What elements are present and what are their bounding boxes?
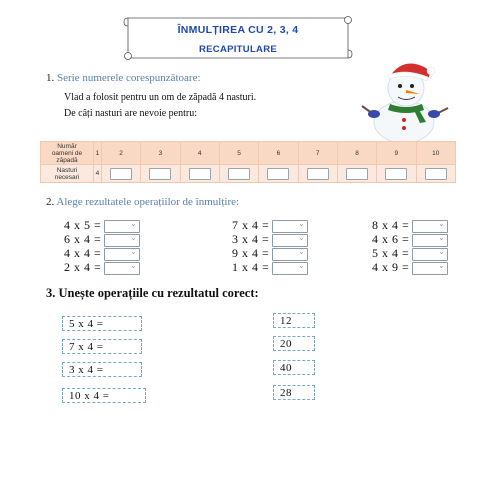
page-title: ÎNMULȚIREA CU 2, 3, 4 [177, 24, 299, 36]
exercise-2-column-1 [64, 218, 140, 274]
answer-cell [298, 165, 337, 183]
answer-cell [180, 165, 219, 183]
equation-row: 3 x 4 =⌄ [232, 232, 308, 246]
answer-cell [337, 165, 376, 183]
exercise-1-line-1: Vlad a folosit pentru un om de zăpadă 4 nasturi. [64, 92, 257, 103]
answer-cell [259, 165, 298, 183]
equation-row: 1 x 4 =⌄ [232, 260, 308, 274]
answer-cell [377, 165, 416, 183]
result-box[interactable]: 40 [273, 360, 315, 375]
title-banner [122, 14, 354, 64]
table-header-cell: 8 [337, 142, 376, 165]
result-box[interactable]: 20 [273, 336, 315, 351]
exercise-3-heading: 3. Unește operațiile cu rezultatul corect: [46, 286, 259, 300]
answer-dropdown[interactable] [104, 262, 140, 275]
answer-cell [141, 165, 180, 183]
exercise-2-heading: 2. Alege rezultatele operațiilor de înmulțire: [46, 196, 240, 208]
equation-row: 4 x 5 =⌄ [64, 218, 140, 232]
equation-row: 8 x 4 =⌄ [372, 218, 448, 232]
equation-row: 6 x 4 =⌄ [64, 232, 140, 246]
table-header-cell: 10 [416, 142, 455, 165]
answer-cell [416, 165, 455, 183]
table-header-cell: 6 [259, 142, 298, 165]
table-header-cell: 5 [219, 142, 258, 165]
result-box[interactable]: 12 [273, 313, 315, 328]
equation-row: 7 x 4 =⌄ [232, 218, 308, 232]
table-value-cell: 4 [94, 165, 102, 183]
equation-row: 4 x 9 =⌄ [372, 260, 448, 274]
answer-cell [219, 165, 258, 183]
operation-box[interactable]: 5 x 4 = [62, 316, 142, 331]
answer-box[interactable] [346, 168, 368, 180]
buttons-table [40, 141, 456, 183]
table-row-snowmen [41, 142, 456, 165]
answer-box[interactable] [228, 168, 250, 180]
equation-row: 4 x 6 =⌄ [372, 232, 448, 246]
answer-box[interactable] [267, 168, 289, 180]
table-header-cell: 3 [141, 142, 180, 165]
table-header-cell: 2 [101, 142, 140, 165]
table-row-buttons [41, 165, 456, 183]
equation-row: 5 x 4 =⌄ [372, 246, 448, 260]
table-header-cell: 9 [377, 142, 416, 165]
answer-cell [101, 165, 140, 183]
answer-box[interactable] [149, 168, 171, 180]
result-box[interactable]: 28 [273, 385, 315, 400]
answer-box[interactable] [307, 168, 329, 180]
exercise-2-column-3 [372, 218, 448, 274]
table-header-cell: 4 [180, 142, 219, 165]
row-label-buttons: Nasturi necesari [41, 165, 94, 183]
equation-row: 4 x 4 =⌄ [64, 246, 140, 260]
page-subtitle: RECAPITULARE [198, 44, 278, 55]
snowman-illustration [360, 58, 456, 144]
equation-row: 2 x 4 =⌄ [64, 260, 140, 274]
snowman-icon [360, 58, 456, 144]
answer-box[interactable] [110, 168, 132, 180]
answer-dropdown[interactable] [272, 262, 308, 275]
table-header-cell: 1 [94, 142, 102, 165]
exercise-2-column-2 [232, 218, 308, 274]
exercise-1-line-2: De câți nasturi are nevoie pentru: [64, 108, 197, 119]
operation-box[interactable]: 3 x 4 = [62, 362, 142, 377]
answer-box[interactable] [385, 168, 407, 180]
exercise-1-heading: 1. Serie numerele corespunzătoare: [46, 72, 201, 84]
operation-box[interactable]: 10 x 4 = [62, 388, 146, 403]
answer-box[interactable] [425, 168, 447, 180]
row-label-snowmen: Număr oameni de zăpadă [41, 142, 94, 165]
table-header-cell: 7 [298, 142, 337, 165]
answer-dropdown[interactable] [412, 262, 448, 275]
scroll-banner-icon [122, 14, 354, 64]
operation-box[interactable]: 7 x 4 = [62, 339, 142, 354]
equation-row: 9 x 4 =⌄ [232, 246, 308, 260]
answer-box[interactable] [189, 168, 211, 180]
